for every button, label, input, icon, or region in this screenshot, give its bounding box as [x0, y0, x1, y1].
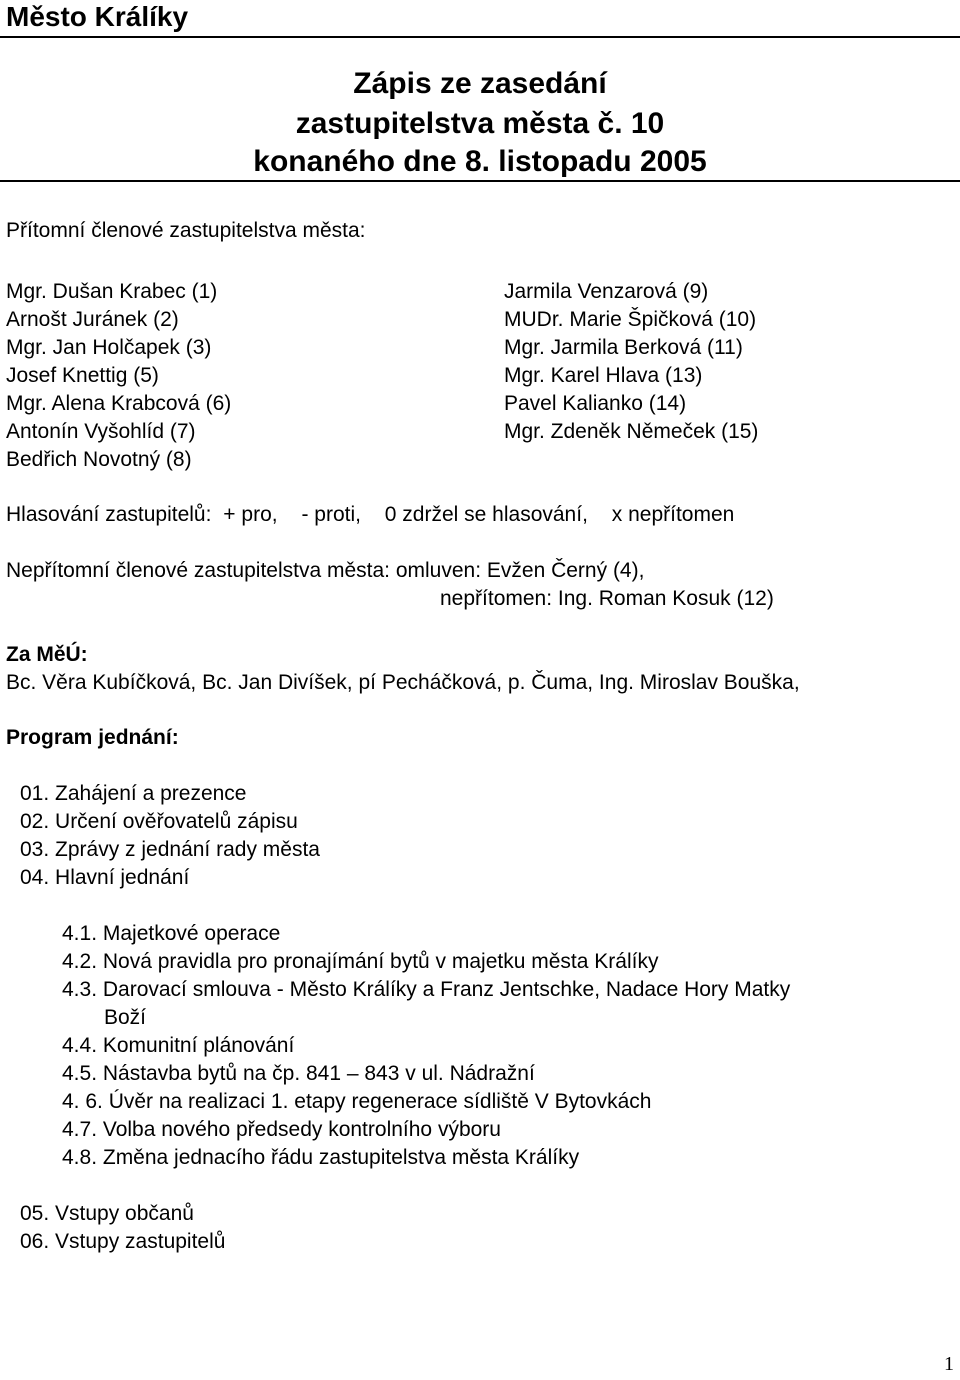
program-subitem: 4.3. Darovací smlouva - Město Králíky a Franz Jentschke, Nadace Hory Matky — [62, 978, 791, 1001]
present-heading: Přítomní členové zastupitelstva města: — [6, 219, 366, 242]
absent-line-2: nepřítomen: Ing. Roman Kosuk (12) — [440, 587, 774, 610]
voting-zdrzel: 0 zdržel se hlasování, — [384, 503, 588, 526]
present-member: Mgr. Zdeněk Němeček (15) — [504, 420, 759, 443]
document-title-line-3: konaného dne 8. listopadu 2005 — [253, 145, 707, 178]
title-rule — [0, 180, 960, 182]
program-subitem: 4.7. Volba nového předsedy kontrolního výboru — [62, 1118, 501, 1141]
program-subitem: 4.8. Změna jednacího řádu zastupitelstva města Králíky — [62, 1146, 580, 1169]
present-member: Mgr. Jarmila Berková (11) — [504, 336, 743, 359]
page-number: 1 — [944, 1353, 954, 1375]
meu-heading: Za MěÚ: — [6, 643, 88, 666]
document-title-line-1: Zápis ze zasedání — [353, 67, 607, 100]
program-subitem: 4. 6. Úvěr na realizaci 1. etapy regenerace sídliště V Bytovkách — [62, 1090, 652, 1113]
program-item: 05. Vstupy občanů — [20, 1202, 194, 1225]
present-member: Bedřich Novotný (8) — [6, 448, 192, 471]
program-subitem: 4.1. Majetkové operace — [62, 922, 281, 945]
present-member: Mgr. Dušan Krabec (1) — [6, 280, 218, 303]
absent-line-1: Nepřítomní členové zastupitelstva města: omluven: Evžen Černý (4), — [6, 559, 645, 582]
present-member: Mgr. Jan Holčapek (3) — [6, 336, 212, 359]
meu-names: Bc. Věra Kubíčková, Bc. Jan Divíšek, pí Pecháčková, p. Čuma, Ing. Miroslav Bouška, — [6, 671, 800, 694]
program-subitem: 4.5. Nástavba bytů na čp. 841 – 843 v ul. Nádražní — [62, 1062, 535, 1085]
voting-legend — [6, 501, 734, 529]
voting-proti: - proti, — [301, 503, 361, 526]
present-member: MUDr. Marie Špičková (10) — [504, 308, 757, 331]
present-member: Antonín Vyšohlíd (7) — [6, 420, 196, 443]
voting-pro: + pro, — [223, 503, 278, 526]
program-subitem-continuation: Boží — [104, 1006, 147, 1029]
present-member: Josef Knettig (5) — [6, 364, 159, 387]
program-item: 06. Vstupy zastupitelů — [20, 1230, 226, 1253]
voting-nepritomen: x nepřítomen — [611, 503, 735, 526]
program-item: 01. Zahájení a prezence — [20, 782, 247, 805]
program-item: 03. Zprávy z jednání rady města — [20, 838, 320, 861]
program-item: 02. Určení ověřovatelů zápisu — [20, 810, 298, 833]
present-member: Jarmila Venzarová (9) — [504, 280, 709, 303]
program-subitem: 4.2. Nová pravidla pro pronajímání bytů v majetku města Králíky — [62, 950, 659, 973]
present-member: Arnošt Juránek (2) — [6, 308, 179, 331]
present-member: Mgr. Karel Hlava (13) — [504, 364, 703, 387]
program-subitem: 4.4. Komunitní plánování — [62, 1034, 295, 1057]
document-title-line-2: zastupitelstva města č. 10 — [295, 107, 665, 140]
present-member: Pavel Kalianko (14) — [504, 392, 687, 415]
town-name: Město Králíky — [6, 1, 189, 32]
program-item: 04. Hlavní jednání — [20, 866, 190, 889]
present-member: Mgr. Alena Krabcová (6) — [6, 392, 232, 415]
program-heading: Program jednání: — [6, 726, 179, 749]
voting-label: Hlasování zastupitelů: — [6, 503, 212, 526]
header-rule — [0, 36, 960, 38]
